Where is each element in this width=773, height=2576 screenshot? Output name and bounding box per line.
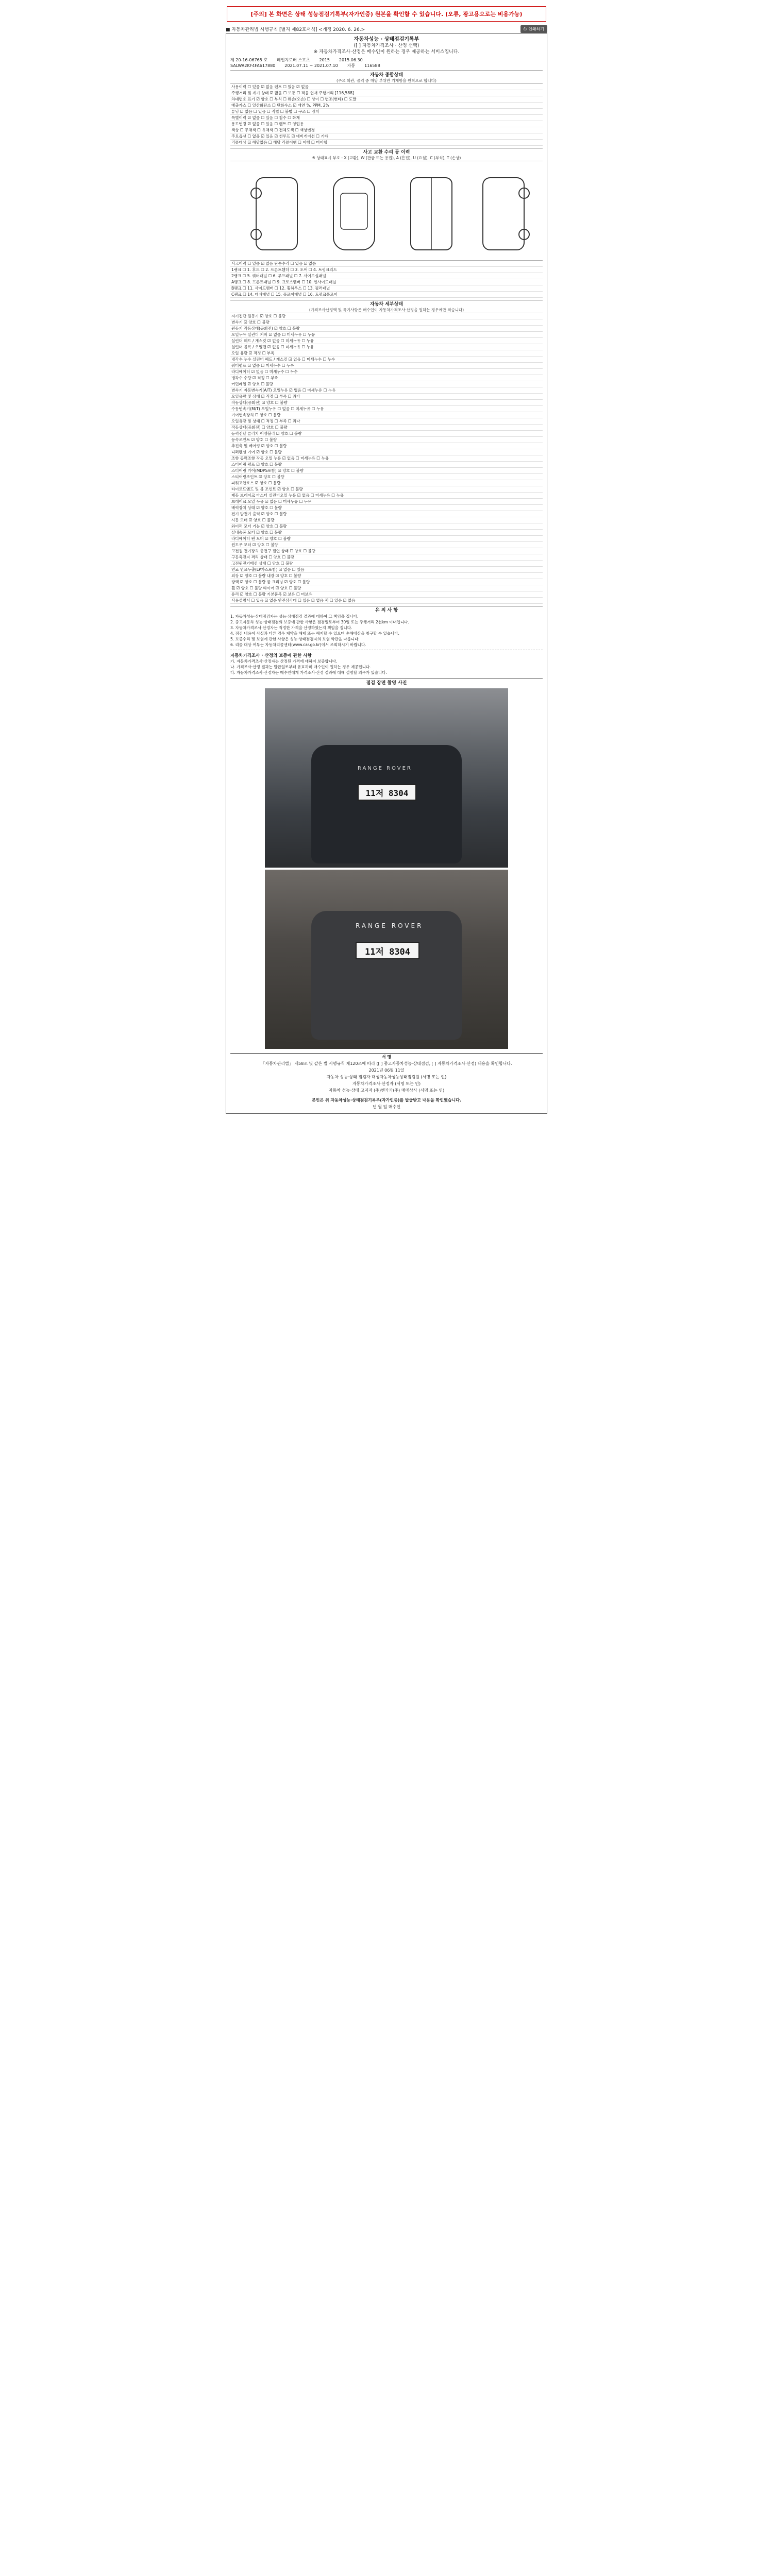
- signature-row: 자동차가격조사·산정자 (서명 또는 인): [352, 1081, 421, 1086]
- rear-photo: [265, 688, 508, 868]
- table-row: 스티어링 펌프 ☑ 양호 ☐ 불량: [230, 462, 543, 468]
- footer-date: 년 월 일 매수인: [373, 1105, 400, 1109]
- list-item: 5. 보증수리 및 보험에 관한 사항은 성능·상태점검자의 보험 약관을 따릅니다.: [230, 637, 360, 641]
- table-row: 윈도우 모터 ☑ 양호 ☐ 불량: [230, 542, 543, 548]
- table-row: C랭크 ☐ 14. 대쉬패널 ☐ 15. 플로어패널 ☐ 16. 트렁크플로어: [230, 292, 543, 298]
- table-row: 주행거리 및 계기 상태 ☑ 많음 ☐ 보통 ☐ 적음 현재 주행거리 [116,588]: [230, 90, 543, 96]
- car-model: 레인지로버 스포츠: [277, 58, 310, 62]
- table-row: 시동 모터 ☑ 양호 ☐ 불량: [230, 517, 543, 523]
- table-row: 2랭크 ☐ 5. 쿼터패널 ☐ 6. 루프패널 ☐ 7. 사이드실패널: [230, 273, 543, 279]
- print-label: 인쇄하기: [528, 26, 544, 31]
- table-row: 타이로드엔드 및 볼 조인트 ☑ 양호 ☐ 불량: [230, 486, 543, 493]
- model-year: 2015: [319, 58, 330, 62]
- table-row: 파워고압호스 ☑ 양호 ☐ 불량: [230, 480, 543, 486]
- sign-text: 「자동차관리법」 제58조 및 같은 법 시행규칙 제120조에 따라 ([ ] 중고자동차성능·상태점검, [ ] 자동차가격조사·산정) 내용을 확인합니다.: [261, 1061, 512, 1066]
- sign-rows: [230, 1074, 543, 1094]
- table-row: 오일유량 및 상태 ☑ 적정 ☐ 부족 ☐ 과다: [230, 394, 543, 400]
- list-item: 다. 자동차가격조사·산정자는 매수인에게 가격조사·산정 결과에 대해 설명할 의무가 있습니다.: [230, 670, 387, 675]
- table-row: 오일 유량 ☑ 적정 ☐ 부족: [230, 350, 543, 357]
- car-left-side-icon: [246, 173, 308, 255]
- table-row: 브레이크 오일 누유 ☑ 없음 ☐ 미세누유 ☐ 누유: [230, 499, 543, 505]
- table-row: 리콜대상 ☑ 해당없음 ☐ 해당 리콜이행 ☐ 이행 ☐ 미이행: [230, 140, 543, 146]
- summary-note: (주요 외관, 골격 중 해당 부위만 기재함을 원칙으로 합니다): [230, 78, 543, 84]
- table-row: 1랭크 ☐ 1. 후드 ☐ 2. 프론트휀더 ☐ 3. 도어 ☐ 4. 트렁크리드: [230, 267, 543, 273]
- front-photo: [265, 870, 508, 1049]
- front-plate: 11저 8304: [356, 942, 419, 959]
- rear-brand: RANGE ROVER: [358, 766, 412, 771]
- table-row: 라디에이터 ☑ 없음 ☐ 미세누수 ☐ 누수: [230, 369, 543, 375]
- table-row: 휠 ☑ 양호 ☐ 불량 타이어 ☑ 양호 ☐ 불량: [230, 585, 543, 591]
- table-row: 변속기 자동변속기(A/T) 오일누유 ☑ 없음 ☐ 미세누유 ☐ 누유: [230, 387, 543, 394]
- table-row: 스티어링 기어(MDPS포함) ☑ 양호 ☐ 불량: [230, 468, 543, 474]
- table-row: 원동기 작동상태(공회전) ☑ 양호 ☐ 불량: [230, 326, 543, 332]
- table-row: 워터펌프 ☑ 없음 ☐ 미세누수 ☐ 누수: [230, 363, 543, 369]
- list-item: 4. 점검 내용이 사실과 다른 경우 계약을 해제 또는 해지할 수 있으며 손해배상을 청구할 수 있습니다.: [230, 631, 399, 636]
- diagram-note: ※ 상태표시 부호 : X (교환), W (판금 또는 용접), A (흠집), U (요철), C (부식), T (손상): [230, 156, 543, 161]
- table-row: 등속조인트 ☑ 양호 ☐ 불량: [230, 437, 543, 443]
- table-row: A랭크 ☐ 8. 프론트패널 ☐ 9. 크로스멤버 ☐ 10. 인사이드패널: [230, 279, 543, 285]
- transmission: 자동: [347, 63, 356, 68]
- mileage: 116588: [364, 63, 380, 68]
- car-top-icon: [323, 173, 385, 255]
- rear-plate: 11저 8304: [358, 784, 416, 801]
- table-row: 고전원 전기장치 충전구 절연 상태 ☐ 양호 ☐ 불량: [230, 548, 543, 554]
- car-right-side-icon: [473, 173, 534, 255]
- table-row: 실린더 블록 / 오일팬 ☑ 없음 ☐ 미세누유 ☐ 누유: [230, 344, 543, 350]
- form-subtitle: ([ ] 자동차가격조사 · 산정 선택): [354, 43, 419, 48]
- sign-date: 2021년 06월 11일: [368, 1068, 405, 1073]
- option-table: [230, 573, 543, 604]
- car-bottom-icon: [400, 173, 462, 255]
- table-row: 냉각수 수량 ☑ 적정 ☐ 부족: [230, 375, 543, 381]
- table-row: 차대번호 표기 ☑ 양호 ☐ 부식 ☐ 훼손(오손) ☐ 상이 ☐ 변조(변타) ☐ 도말: [230, 96, 543, 103]
- form-title: 자동차성능 · 상태점검기록부: [354, 37, 419, 42]
- first-registration: 2015.06.30: [339, 58, 363, 62]
- table-row: 조향 동력조향 작동 오일 누유 ☑ 없음 ☐ 미세누유 ☐ 누유: [230, 455, 543, 462]
- table-row: 기어변속장치 ☐ 양호 ☐ 불량: [230, 412, 543, 418]
- detail-note: (가격조사산정액 및 특기사항은 매수인이 자동차가격조사·산정을 원하는 경우에만 적습니다): [230, 308, 543, 313]
- summary-title: 자동차 종합상태: [230, 71, 543, 78]
- doc-number: 제 20-16-06765 호: [230, 58, 268, 62]
- table-row: 자기진단 원동기 ☑ 양호 ☐ 불량: [230, 313, 543, 319]
- guarantee-list: [230, 658, 543, 675]
- table-row: 사용설명서 ☐ 있음 ☑ 없음 안전삼각대 ☐ 있음 ☑ 없음 잭 ☐ 있음 ☑ 없음: [230, 598, 543, 604]
- table-row: 색상 ☐ 무채색 ☐ 유채색 ☐ 전체도색 ☐ 색상변경: [230, 127, 543, 133]
- table-row: 광택 ☑ 양호 ☐ 불량 룸 크리닝 ☑ 양호 ☐ 불량: [230, 579, 543, 585]
- table-row: 전기 발전기 출력 ☑ 양호 ☐ 불량: [230, 511, 543, 517]
- table-row: 실내송풍 모터 ☑ 양호 ☐ 불량: [230, 530, 543, 536]
- front-brand: RANGE ROVER: [356, 922, 424, 929]
- warning-banner: [주의] 본 화면은 상태 성능점검기록부(자가인증) 원본을 확인할 수 있습니다. (오류, 광고용으로는 비용가능): [227, 6, 546, 22]
- table-row: 수동변속기(M/T) 오일누유 ☐ 없음 ☐ 미세누유 ☐ 누유: [230, 406, 543, 412]
- table-row: 배력장치 상태 ☑ 양호 ☐ 불량: [230, 505, 543, 511]
- list-item: 3. 자동차가격조사·산정자는 적정한 가격을 산정하였는지 책임을 집니다.: [230, 625, 352, 630]
- table-row: 작동상태(공회전) ☑ 양호 ☐ 불량: [230, 400, 543, 406]
- form-frame: [226, 33, 547, 1114]
- footer-confirm: 본인은 위 자동차성능·상태점검기록부(자가인증)를 발급받고 내용을 확인했습니다.: [311, 1098, 462, 1103]
- signature-row: 자동차 성능·상태 고지자 (주)엔카카(주) 매매상사 (서명 또는 인): [328, 1088, 445, 1093]
- table-row: 배출가스 ☐ 일산화탄소 ☐ 탄화수소 ☑ 매연 %, PPM, 2%: [230, 103, 543, 109]
- list-item: 1. 자동차성능·상태점검자는 성능·상태점검 결과에 대하여 그 책임을 집니다.: [230, 614, 359, 619]
- table-row: 주요옵션 ☐ 없음 ☑ 있음 ☑ 썬루프 ☑ 네비게이션 ☐ 기타: [230, 133, 543, 140]
- photo-title: 점검 장면 촬영 사진: [230, 679, 543, 686]
- signature-row: 자동차 성능·상태 점검자 대성자동차성능상태점검원 (서명 또는 인): [326, 1075, 447, 1079]
- list-item: 나. 가격조사·산정 결과는 발급일로부터 유효하며 매수인이 원하는 경우 제공됩니다.: [230, 665, 371, 669]
- notice-title: 유 의 사 항: [230, 606, 543, 614]
- table-row: 오일유량 및 상태 ☐ 적정 ☐ 부족 ☐ 과다: [230, 418, 543, 425]
- inspection-document: [226, 25, 547, 1109]
- table-row: 제동 브레이크 마스터 실린더오일 누유 ☑ 없음 ☐ 미세누유 ☐ 누유: [230, 493, 543, 499]
- detail-table: [230, 313, 543, 573]
- vin: SALWA2KF4FA617880: [230, 63, 276, 68]
- notice-list: [230, 614, 543, 648]
- diagram-title: 사고 교환 수리 등 이력: [230, 148, 543, 156]
- table-row: 작동상태(공회전) ☐ 양호 ☐ 불량: [230, 425, 543, 431]
- list-item: 6. 리콜 대상 여부는 자동차리콜센터(www.car.go.kr)에서 조회하시기 바랍니다.: [230, 642, 366, 647]
- table-row: 스티어링조인트 ☑ 양호 ☐ 불량: [230, 474, 543, 480]
- summary-table: [230, 84, 543, 146]
- table-row: 유리 ☑ 양호 ☐ 불량 기본품목 ☑ 보유 ☐ 미보유: [230, 591, 543, 598]
- table-row: 냉각수 누수 실린더 헤드 / 개스킷 ☑ 없음 ☐ 미세누수 ☐ 누수: [230, 357, 543, 363]
- table-row: 용도변경 ☑ 없음 ☐ 있음 ☐ 렌트 ☐ 영업용: [230, 121, 543, 127]
- list-item: 가. 자동차가격조사·산정자는 산정된 가격에 대하여 보증합니다.: [230, 659, 338, 664]
- table-row: 라디에이터 팬 모터 ☑ 양호 ☐ 불량: [230, 536, 543, 542]
- table-row: 사고이력 ☐ 있음 ☑ 없음 단순수리 ☐ 있음 ☑ 없음: [230, 261, 543, 267]
- table-row: 와이퍼 모터 기능 ☑ 양호 ☐ 불량: [230, 523, 543, 530]
- table-row: 디퍼렌셜 기어 ☑ 양호 ☐ 불량: [230, 449, 543, 455]
- table-row: 오일누유 실린더 커버 ☑ 없음 ☐ 미세누유 ☐ 누유: [230, 332, 543, 338]
- car-diagram: [230, 162, 543, 261]
- table-row: 외장 ☑ 양호 ☐ 불량 내장 ☑ 양호 ☐ 불량: [230, 573, 543, 579]
- valid-period: 2021.07.11 ~ 2021.07.10: [284, 63, 338, 68]
- detail-title: 자동차 세부상태: [230, 300, 543, 308]
- table-row: 동력전달 클러치 어셈블리 ☑ 양호 ☐ 불량: [230, 431, 543, 437]
- print-button[interactable]: [520, 25, 547, 33]
- guarantee-title: 자동차가격조사 · 산정의 보증에 관한 사항: [230, 653, 312, 658]
- table-row: 구동축전지 격리 상태 ☐ 양호 ☐ 불량: [230, 554, 543, 561]
- table-row: B랭크 ☐ 11. 사이드멤버 ☐ 12. 휠하우스 ☐ 13. 필러패널: [230, 285, 543, 292]
- form-note: ※ 자동차가격조사·산정은 매수인이 원하는 경우 제공하는 서비스입니다.: [313, 49, 460, 55]
- table-row: 커먼레일 ☑ 양호 ☐ 불량: [230, 381, 543, 387]
- table-row: 추진축 및 베어링 ☑ 양호 ☐ 불량: [230, 443, 543, 449]
- table-row: 실린더 헤드 / 개스킷 ☑ 없음 ☐ 미세누유 ☐ 누유: [230, 338, 543, 344]
- table-row: 고전원전기배선 상태 ☐ 양호 ☐ 불량: [230, 561, 543, 567]
- sign-title: 서 명: [230, 1053, 543, 1060]
- table-row: 특별이력 ☑ 없음 ☐ 있음 ☐ 침수 ☐ 화재: [230, 115, 543, 121]
- table-row: 튜닝 ☑ 없음 ☐ 있음 ☐ 적법 ☐ 불법 ☐ 구조 ☐ 장치: [230, 109, 543, 115]
- table-row: 연료 연료누출(LP가스포함) ☑ 없음 ☐ 있음: [230, 567, 543, 573]
- table-row: 사용이력 ☐ 있음 ☑ 없음 렌트 ☐ 있음 ☑ 없음: [230, 84, 543, 90]
- list-item: 2. 중고자동차 성능·상태점검의 보증에 관한 사항은 점검일로부터 30일 또는 주행거리 2천km 이내입니다.: [230, 620, 409, 624]
- table-row: 변속기 ☑ 양호 ☐ 불량: [230, 319, 543, 326]
- accident-table: [230, 261, 543, 298]
- printer-icon: ⎙: [523, 26, 527, 31]
- form-legal-ref: ■ 자동차관리법 시행규칙 [별지 제82호서식] <개정 2020. 6. 26.>: [226, 27, 365, 32]
